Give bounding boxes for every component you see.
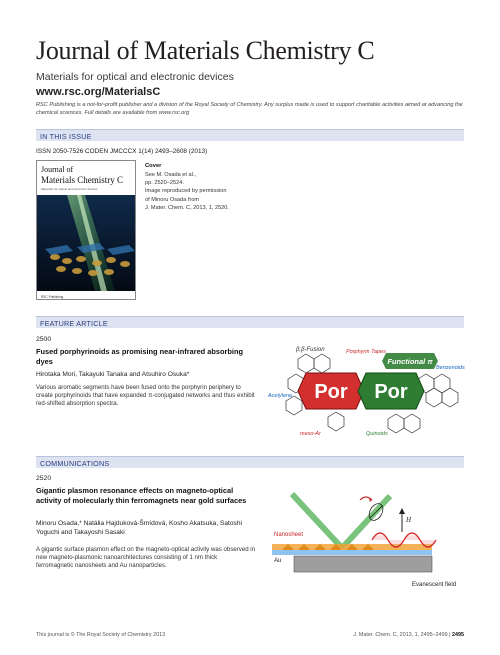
- feature-authors: Hirotaka Mori, Takayuki Tanaka and Atsuhiro Osuka*: [36, 371, 190, 378]
- feature-graphic: [268, 339, 468, 441]
- cover-mini-publisher: RSC Publishing: [41, 295, 64, 299]
- cover-line-4: of Minoru Osada from: [145, 196, 200, 203]
- acetylene-label: Acetylene: [268, 393, 293, 399]
- au-label: Au: [274, 558, 282, 564]
- footer-copyright: This journal is © The Royal Society of Chemistry 2013: [36, 632, 166, 638]
- por-left-label: Por: [314, 381, 348, 403]
- in-this-issue-bar: [36, 129, 464, 141]
- journal-subtitle: Materials for optical and electronic devices: [36, 71, 234, 83]
- fusion-label: β,β-Fusion: [296, 347, 325, 353]
- feature-article-bar: [36, 316, 464, 328]
- footer-page-number: 2495: [452, 632, 464, 638]
- meso-label: meso-Ar: [300, 431, 321, 437]
- footer-citation-text: J. Mater. Chem. C, 2013, 1, 2495–2499 |: [353, 632, 451, 638]
- comm-graphic: [272, 488, 468, 600]
- section-heading: COMMUNICATIONS: [40, 458, 110, 468]
- comm-title-link[interactable]: Gigantic plasmon resonance effects on magneto-optical activity of molecularly thin ferromagnets near gold surfaces: [36, 486, 247, 505]
- cover-label: Cover: [145, 163, 162, 169]
- journal-title: Journal of Materials Chemistry C: [36, 36, 375, 65]
- cover-caption: [145, 162, 295, 213]
- feature-abstract: Various aromatic segments have been fused onto the porphyrin periphery to create porphyrinoids that have expanded π-conjugated networks and thus exhibit red-shifted absorption spectra.: [36, 384, 255, 408]
- cover-line-2: pp. 2520–2524.: [145, 180, 184, 187]
- issn-line: ISSN 2050-7526 CODEN JMCCCX 1(14) 2493–2608 (2013): [36, 148, 208, 155]
- section-heading: IN THIS ISSUE: [40, 131, 92, 141]
- tapes-label: Porphyrin Tapes: [346, 349, 386, 355]
- nanosheet-label: Nanosheet: [274, 532, 304, 538]
- h-field-label: H: [406, 516, 412, 524]
- feature-title-link[interactable]: Fused porphyrinoids as promising near-infrared absorbing dyes: [36, 347, 243, 366]
- comm-authors: Minoru Osada,* Natália Hajduková-Šmídová, Kosho Akatsuka, Satoshi Yoguchi and Takayoshi Sasaki: [36, 520, 242, 536]
- communications-bar: [36, 456, 464, 468]
- cover-line-5: J. Mater. Chem. C, 2013, 1, 2520.: [145, 205, 229, 212]
- feature-page-number: 2500: [36, 336, 52, 343]
- quinoids-label: Quinoids: [366, 431, 388, 437]
- cover-line-1: See M. Osada et al.,: [145, 171, 196, 178]
- journal-url-link[interactable]: www.rsc.org/MaterialsC: [36, 86, 161, 98]
- benzenoids-label: Benzenoids: [436, 365, 465, 371]
- comm-abstract: A gigantic surface plasmon effect on the magneto-optical activity was observed in new magneto-plasmonic nanoarchitectures consisting of 1 nm thick ferromagnetic nanosheets and Au nanoparticles.: [36, 546, 256, 570]
- comm-page-number: 2520: [36, 475, 52, 482]
- cover-image: [36, 160, 136, 300]
- cover-mini-title-2: Materials Chemistry C: [41, 175, 123, 185]
- por-right-label: Por: [374, 381, 408, 403]
- section-heading: FEATURE ARTICLE: [40, 318, 108, 328]
- cover-artwork: [37, 161, 136, 300]
- functional-label: Functional π: [387, 357, 433, 366]
- cover-line-3: Image reproduced by permission: [145, 188, 227, 195]
- publisher-note: RSC Publishing is a not-for-profit publisher and a division of the Royal Society of Chemistry. Any surplus made is used to support charitable activities aimed at advancing the chemical sciences. Full details are available from www.rsc.org: [36, 102, 463, 116]
- footer-citation: [353, 632, 464, 638]
- cover-mini-title-1: Journal of: [41, 165, 74, 174]
- cover-mini-subtitle: Materials for optical and electronic devices: [41, 187, 98, 191]
- evanescent-label: Evanescent field: [412, 582, 457, 588]
